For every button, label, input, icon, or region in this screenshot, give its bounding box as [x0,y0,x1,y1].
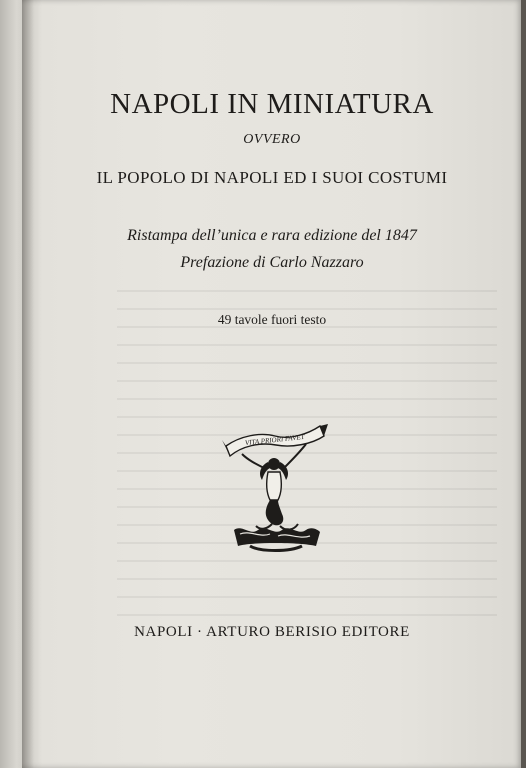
siren-emblem-icon [220,418,330,558]
emblem-motto: VITA PRIORI FAVET [244,432,306,448]
ovvero-label: OVVERO [243,132,301,147]
reprint-note: Ristampa dell’unica e rara edizione del 1847 [127,227,417,244]
book-title: NAPOLI IN MINIATURA [110,88,434,120]
book-subtitle: IL POPOLO DI NAPOLI ED I SUOI COSTUMI [96,168,448,187]
publisher-line: NAPOLI · ARTURO BERISIO EDITORE [134,624,410,640]
preface-note: Prefazione di Carlo Nazzaro [180,254,364,271]
plates-note: 49 tavole fuori testo [217,312,327,327]
